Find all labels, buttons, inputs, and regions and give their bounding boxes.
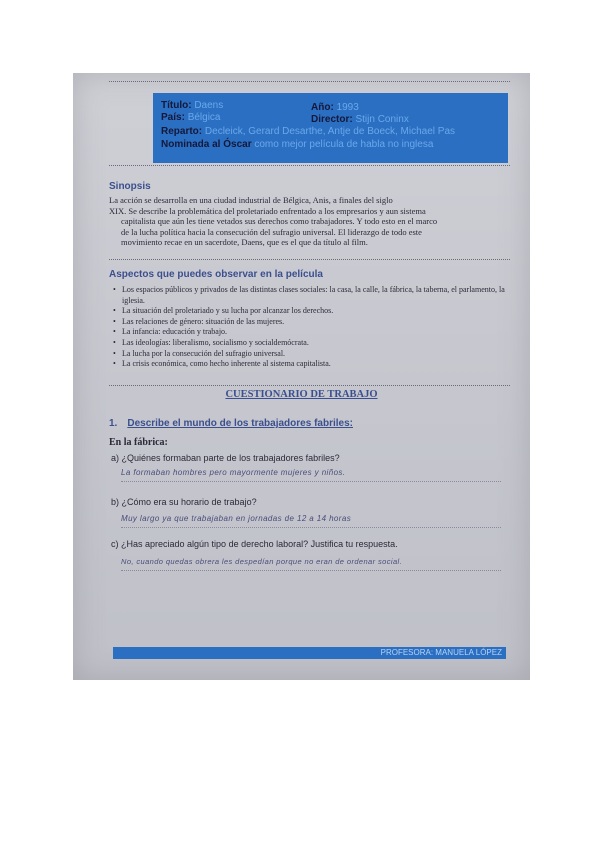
list-item-text: La lucha por la consecución del sufragio universal. [122,348,286,358]
list-item-text: La infancia: educación y trabajo. [122,327,228,337]
sinopsis-text [109,195,521,248]
header-divider [109,165,510,166]
aspectos-divider [109,385,510,386]
anio-label: Año: [311,102,334,113]
pais-value: Bélgica [187,112,221,123]
bullet-icon: • [113,285,116,294]
list-item [113,359,523,370]
sinopsis-line: XIX. Se describe la problemática del proletariado enfrentado a los empresarios y aun sistema [109,205,426,216]
fabrica-subheading: En la fábrica: [109,437,168,448]
profesora-label: PROFESORA: MANUELA LÓPEZ [380,648,502,657]
top-divider [109,81,510,82]
sinopsis-divider [109,259,510,260]
bullet-icon: • [113,348,116,358]
sinopsis-line: de la lucha política hacia la consecución del sufragio universal. El liderazgo de todo este [121,226,422,237]
sinopsis-line: movimiento recae en un sacerdote, Daens, que es el que da título al film. [121,237,368,247]
aspectos-list [113,285,523,370]
pais-row [161,111,221,125]
bullet-icon: • [113,306,116,316]
list-item-text: La situación del proletariado y su lucha por alcanzar los derechos. [122,306,334,316]
answer-a-line [121,481,501,482]
list-item [113,327,523,338]
list-item-text: Las relaciones de género: situación de las mujeres. [122,316,285,326]
reparto-label: Reparto: [161,126,203,137]
nominada-row [161,138,433,152]
list-item [113,338,523,349]
list-item-text: Los espacios públicos y privados de las distintas clases sociales: la casa, la calle, la fábrica, la taberna, el parlamento, la iglesia. [122,285,505,305]
question-1-number: 1. [109,418,118,429]
film-info-box [153,93,508,163]
bullet-icon: • [113,337,116,347]
list-item [113,349,523,360]
reparto-value: Decleick, Gerard Desarthe, Antje de Boeck, Michael Pas [204,126,456,137]
question-b: b) ¿Cómo era su horario de trabajo? [111,497,257,507]
answer-a: La formaban hombres pero mayormente mujeres y niños. [121,468,346,477]
director-label: Director: [311,114,353,125]
list-item [113,306,523,317]
list-item [113,285,523,306]
footer-bar [113,647,506,659]
titulo-label: Título: [161,100,192,111]
question-c: c) ¿Has apreciado algún tipo de derecho laboral? Justifica tu respuesta. [111,539,398,549]
bullet-icon: • [113,359,116,369]
list-item [113,317,523,328]
nominada-value: como mejor película de habla no inglesa [254,139,434,150]
anio-value: 1993 [336,102,359,113]
list-item-text: Las ideologías: liberalismo, socialismo y socialdemócrata. [122,337,309,347]
question-1 [109,418,353,429]
sinopsis-line: La acción se desarrolla en una ciudad industrial de Bélgica, Anis, a finales del siglo [109,195,393,205]
sinopsis-title: Sinopsis [109,181,151,192]
cuestionario-title: CUESTIONARIO DE TRABAJO [225,389,378,400]
bullet-icon: • [113,316,116,326]
answer-b: Muy largo ya que trabajaban en jornadas de 12 a 14 horas [121,514,352,523]
sinopsis-line: capitalista que aún les tiene vetados sus derechos como trabajadores. Y todo esto en el marco [121,216,438,226]
answer-c-line [121,570,501,571]
nominada-label: Nominada al Óscar [161,139,252,150]
list-item-text: La crisis económica, como hecho inherente al sistema capitalista. [122,359,331,369]
aspectos-title: Aspectos que puedes observar en la película [109,269,323,280]
director-value: Stijn Coninx [355,114,409,125]
pais-label: País: [161,112,185,123]
question-a: a) ¿Quiénes formaban parte de los trabajadores fabriles? [111,453,340,463]
answer-b-line [121,527,501,528]
answer-c: No, cuando quedas obrera les despedían porque no eran de ordenar social. [121,557,403,566]
titulo-value: Daens [194,100,224,111]
question-1-text: Describe el mundo de los trabajadores fabriles: [127,418,353,429]
bullet-icon: • [113,327,116,337]
reparto-row [161,125,455,139]
document-photo [73,73,530,680]
